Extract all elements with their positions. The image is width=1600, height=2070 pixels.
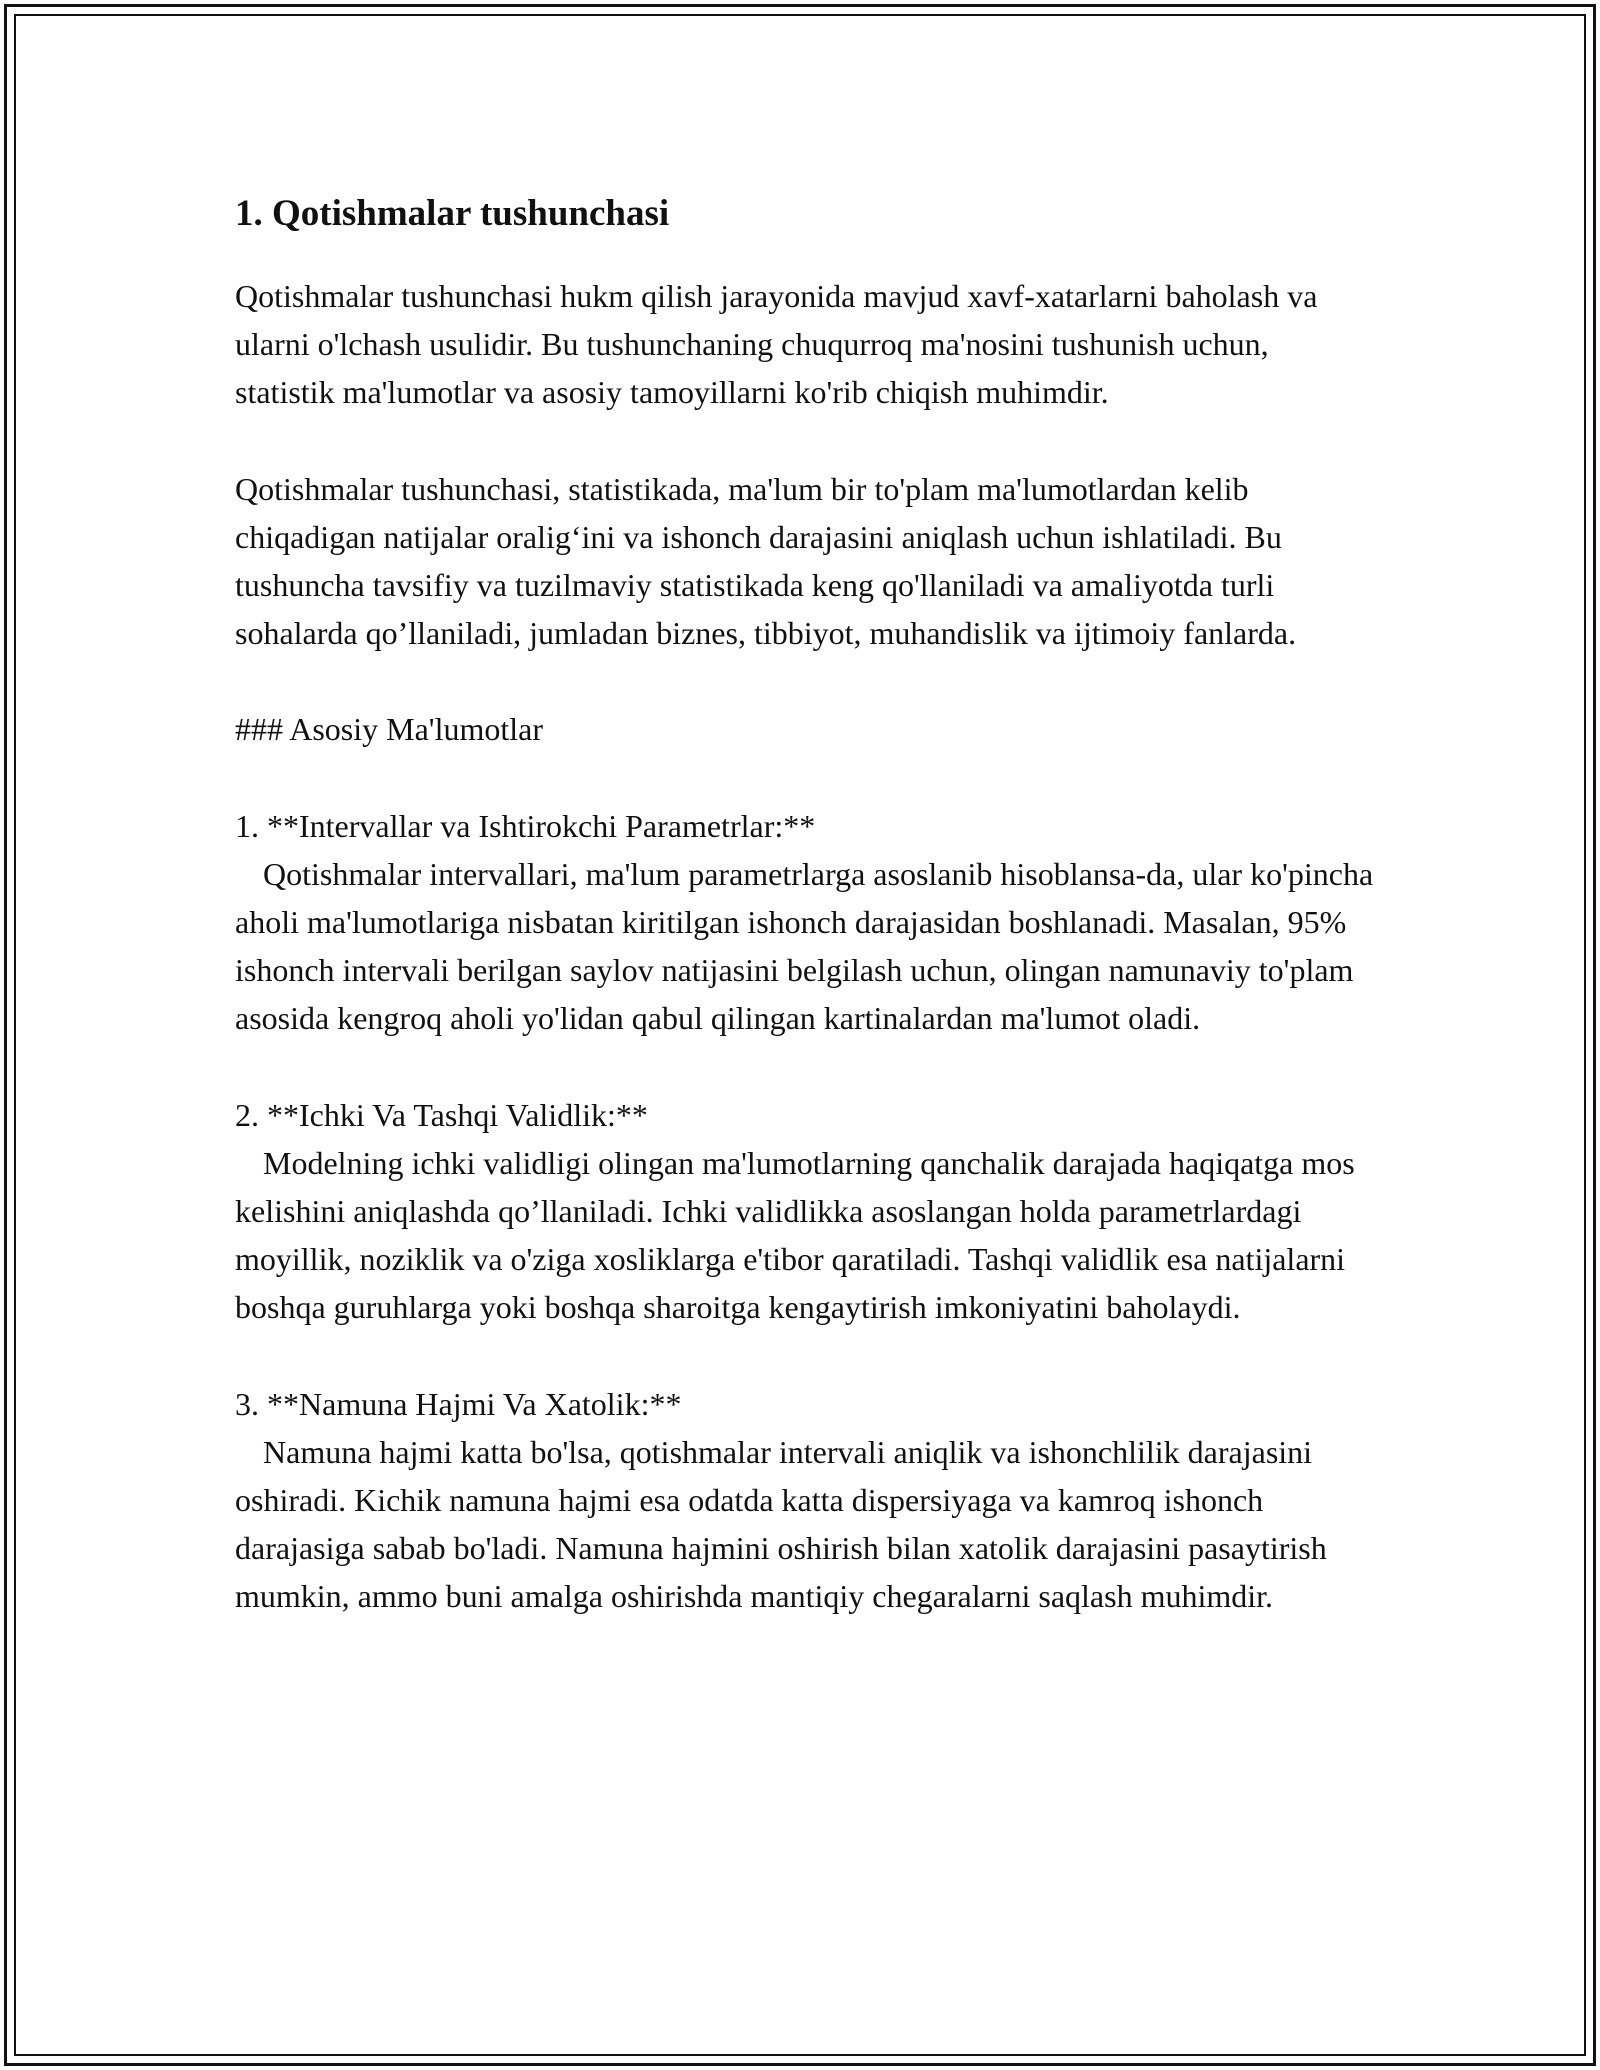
list-item-body: Namuna hajmi katta bo'lsa, qotishmalar intervali aniqlik va ishonchlilik darajasini oshiradi. Kichik namuna hajmi esa odatda katta dispersiyaga va kamroq ishonch darajasiga sabab bo'ladi. Namuna hajmini oshirish bilan xatolik darajasini pasaytirish mumkin, ammo buni amalga oshirishda mantiqiy chegaralarni saqlash muhimdir.: [235, 1433, 1327, 1615]
subsection-heading: ### Asosiy Ma'lumotlar: [235, 711, 543, 748]
definition-paragraph: Qotishmalar tushunchasi, statistikada, ma'lum bir to'plam ma'lumotlardan kelib chiqadigan natijalar oralig‘ini va ishonch darajasini aniqlash uchun ishlatiladi. Bu tushuncha tavsifiy va tuzilmaviy statistikada keng qo'llaniladi va amaliyotda turli sohalarda qo’llaniladi, jumladan biznes, tibbiyot, muhandislik va ijtimoiy fanlarda.: [235, 470, 1297, 652]
document-body: [235, 186, 1375, 1669]
intro-paragraph: Qotishmalar tushunchasi hukm qilish jarayonida mavjud xavf-xatarlarni baholash va ularni o'lchash usulidir. Bu tushunchaning chuqurroq ma'nosini tushunish uchun, statistik ma'lumotlar va asosiy tamoyillarni ko'rib chiqish muhimdir.: [235, 278, 1318, 411]
list-item-title: 1. **Intervallar va Ishtirokchi Parametrlar:**: [235, 807, 816, 844]
list-item: [235, 802, 1375, 1043]
list-item: [235, 1091, 1375, 1332]
list-item: [235, 1380, 1375, 1621]
list-item-title: 3. **Namuna Hajmi Va Xatolik:**: [235, 1385, 682, 1422]
section-heading: 1. Qotishmalar tushunchasi: [235, 193, 670, 234]
list-item-body: Modelning ichki validligi olingan ma'lumotlarning qanchalik darajada haqiqatga mos kelishini aniqlashda qo’llaniladi. Ichki validlikka asoslangan holda parametrlardagi moyillik, noziklik va o'ziga xosliklarga e'tibor qaratiladi. Tashqi validlik esa natijalarni boshqa guruhlarga yoki boshqa sharoitga kengaytirish imkoniyatini baholaydi.: [235, 1144, 1355, 1326]
list-item-title: 2. **Ichki Va Tashqi Validlik:**: [235, 1096, 648, 1133]
list-item-body: Qotishmalar intervallari, ma'lum parametrlarga asoslanib hisoblansa-da, ular ko'pincha aholi ma'lumotlariga nisbatan kiritilgan ishonch darajasidan boshlanadi. Masalan, 95% ishonch intervali berilgan saylov natijasini belgilash uchun, olingan namunaviy to'plam asosida kengroq aholi yo'lidan qabul qilingan kartinalardan ma'lumot oladi.: [235, 855, 1374, 1037]
